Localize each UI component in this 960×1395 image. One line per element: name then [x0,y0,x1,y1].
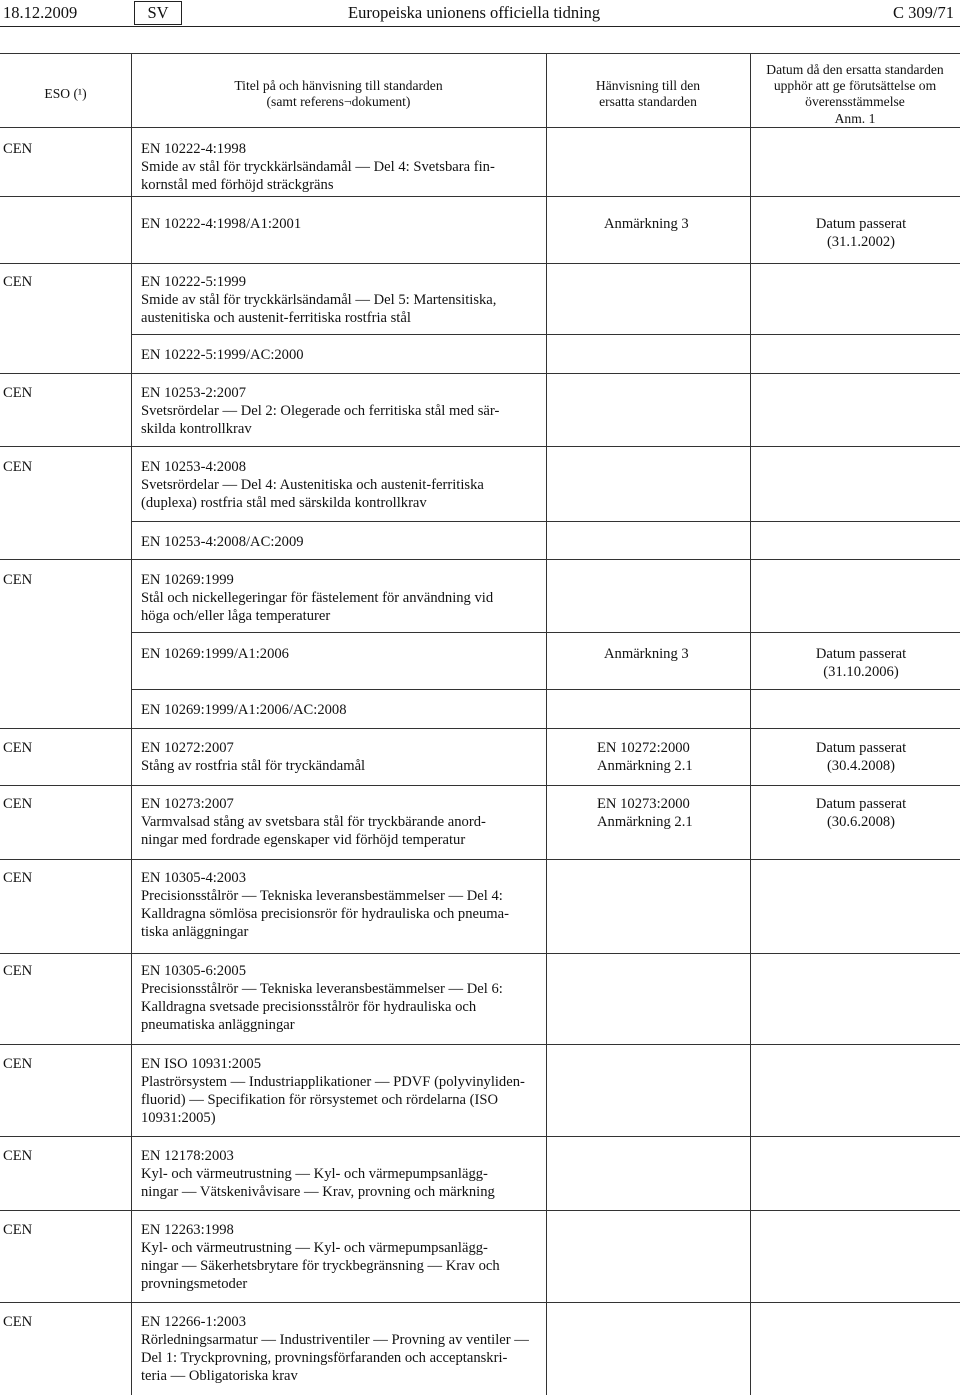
row-rule [0,1302,960,1303]
standard-reference: EN 10305-4:2003 [141,870,246,886]
standard-title-line: 10931:2005) [141,1110,216,1126]
standard-title-line: Stång av rostfria stål för tryckändamål [141,758,366,774]
standard-title-line: tiska anläggningar [141,924,249,940]
standard-title-line: (duplexa) rostfria stål med särskilda kontrollkrav [141,495,427,511]
date-value: (31.10.2006) [823,664,899,680]
row-rule [0,859,960,860]
date-header-line3: överensstämmelse [805,94,905,110]
row-rule [0,1136,960,1137]
date-passed: Datum passerat [815,646,907,662]
eso-cell: CEN [3,1222,33,1238]
publication-date: 18.12.2009 [3,3,78,22]
replaced-header-line1: Hänvisning till den [595,78,701,93]
standard-reference: EN 10253-4:2008 [141,459,246,475]
col-divider-2 [546,53,547,1395]
date-passed: Datum passerat [815,740,907,756]
eso-cell: CEN [3,385,33,401]
replaced-note: Anmärkning 2.1 [597,814,693,830]
standard-title-line: Plaströrsystem — Industriapplikationer — PDVF (polyvinyliden- [141,1074,525,1090]
standard-title-line: fluorid) — Specifikation för rörsystemet och rördelarna (ISO [141,1092,499,1108]
standard-title-line: ningar med fordrade egenskaper vid förhöjd temperatur [141,832,466,848]
standard-title-line: Kyl- och värmeutrustning — Kyl- och värmepumpsanlägg- [141,1166,488,1182]
column-header-date [750,62,960,127]
date-value: (30.4.2008) [826,758,896,774]
page-number: C 309/71 [893,3,954,22]
col-divider-1 [131,53,132,1395]
standard-title-line: Kyl- och värmeutrustning — Kyl- och värmepumpsanlägg- [141,1240,488,1256]
title-header-line2: (samt referens¬dokument) [266,94,411,110]
standard-reference: EN 10222-4:1998 [141,141,246,157]
eso-cell: CEN [3,274,33,290]
date-value: (31.1.2002) [826,234,896,250]
standard-reference: EN 10253-2:2007 [141,385,246,401]
language-badge: SV [134,1,182,25]
row-rule [0,263,960,264]
row-rule [131,521,960,522]
eso-cell: CEN [3,1148,33,1164]
standard-reference: EN 10305-6:2005 [141,963,246,979]
row-rule [0,728,960,729]
eso-cell: CEN [3,141,33,157]
standard-title-line: ningar — Säkerhetsbrytare för tryckbegränsning — Krav och [141,1258,500,1274]
column-header-eso: ESO (¹) [44,86,87,101]
standard-reference: EN 10269:1999 [141,572,234,588]
amendment-reference: EN 10222-4:1998/A1:2001 [141,216,302,232]
standard-title-line: Stål och nickellegeringar för fästelement för användning vid [141,590,494,606]
row-rule [131,632,960,633]
date-header-line1: Datum då den ersatta standarden [766,62,944,77]
amendment-reference: EN 10253-4:2008/AC:2009 [141,534,304,550]
standard-title-line: Rörledningsarmatur — Industriventiler — Provning av ventiler — [141,1332,529,1348]
column-header-replaced [546,78,750,110]
column-header-title [131,78,546,110]
date-header-line4: Anm. 1 [834,110,876,126]
standard-title-line: provningsmetoder [141,1276,248,1292]
eso-cell: CEN [3,459,33,475]
standard-reference: EN 12178:2003 [141,1148,234,1164]
title-header-line1: Titel på och hänvisning till standarden [234,78,443,93]
table-top-rule [0,53,960,54]
replaced-header-line2: ersatta standarden [599,94,697,110]
journal-title: Europeiska unionens officiella tidning [348,3,601,22]
standard-title-line: Smide av stål för tryckkärlsändamål — Del 4: Svetsbara fin- [141,159,495,175]
header-bottom-rule [0,127,960,128]
standard-title-line: Svetsrördelar — Del 2: Olegerade och ferritiska stål med sär- [141,403,500,419]
eso-cell: CEN [3,1314,33,1330]
standard-title-line: pneumatiska anläggningar [141,1017,295,1033]
header-rule [0,26,960,27]
standard-title-line: Kalldragna sömlösa precisionsrör för hydrauliska och pneuma- [141,906,509,922]
page-header [0,0,960,27]
date-value: (30.6.2008) [826,814,896,830]
standard-title-line: Varmvalsad stång av svetsbara stål för tryckbärande anord- [141,814,486,830]
eso-cell: CEN [3,572,33,588]
eso-cell: CEN [3,740,33,756]
amendment-note: Anmärkning 3 [604,646,689,662]
replaced-standard: EN 10272:2000 [597,740,690,756]
standard-title-line: Precisionsstålrör — Tekniska leveransbestämmelser — Del 6: [141,981,503,997]
amendment-reference: EN 10269:1999/A1:2006 [141,646,289,662]
standard-reference: EN 12263:1998 [141,1222,234,1238]
row-rule [0,559,960,560]
standard-title-line: Smide av stål för tryckkärlsändamål — Del 5: Martensitiska, [141,292,497,308]
amendment-reference: EN 10222-5:1999/AC:2000 [141,347,304,363]
col-divider-3 [750,53,751,1395]
standard-title-line: austenitiska och austenit-ferritiska rostfria stål [141,310,411,326]
row-rule [0,953,960,954]
eso-cell: CEN [3,870,33,886]
standard-title-line: ningar — Vätskenivåvisare — Krav, provning och märkning [141,1184,495,1200]
standard-title-line: Precisionsstålrör — Tekniska leveransbestämmelser — Del 4: [141,888,503,904]
date-passed: Datum passerat [815,796,907,812]
row-rule [131,689,960,690]
standard-title-line: skilda kontrollkrav [141,421,252,437]
eso-cell: CEN [3,1056,33,1072]
date-passed: Datum passerat [815,216,907,232]
standard-reference: EN 10272:2007 [141,740,234,756]
standard-title-line: Kalldragna svetsade precisionsstålrör för hydrauliska och [141,999,477,1015]
eso-cell: CEN [3,963,33,979]
replaced-note: Anmärkning 2.1 [597,758,693,774]
row-rule [131,334,960,335]
standard-title-line: höga och/eller låga temperaturer [141,608,331,624]
date-header-line2: upphör att ge förutsättelse om [773,78,937,94]
standard-title-line: kornstål med förhöjd sträckgräns [141,177,334,193]
standard-reference: EN 12266-1:2003 [141,1314,246,1330]
row-rule [0,1044,960,1045]
standard-title-line: teria — Obligatoriska krav [141,1368,298,1384]
standard-reference: EN ISO 10931:2005 [141,1056,261,1072]
standard-reference: EN 10273:2007 [141,796,234,812]
amendment-reference: EN 10269:1999/A1:2006/AC:2008 [141,702,347,718]
eso-cell: CEN [3,796,33,812]
amendment-note: Anmärkning 3 [604,216,689,232]
row-rule [0,446,960,447]
row-rule [0,196,960,197]
standard-reference: EN 10222-5:1999 [141,274,246,290]
row-rule [0,1210,960,1211]
row-rule [0,785,960,786]
row-rule [0,373,960,374]
standard-title-line: Del 1: Tryckprovning, provningsförfaranden och acceptanskri- [141,1350,508,1366]
replaced-standard: EN 10273:2000 [597,796,690,812]
standard-title-line: Svetsrördelar — Del 4: Austenitiska och austenit-ferritiska [141,477,484,493]
